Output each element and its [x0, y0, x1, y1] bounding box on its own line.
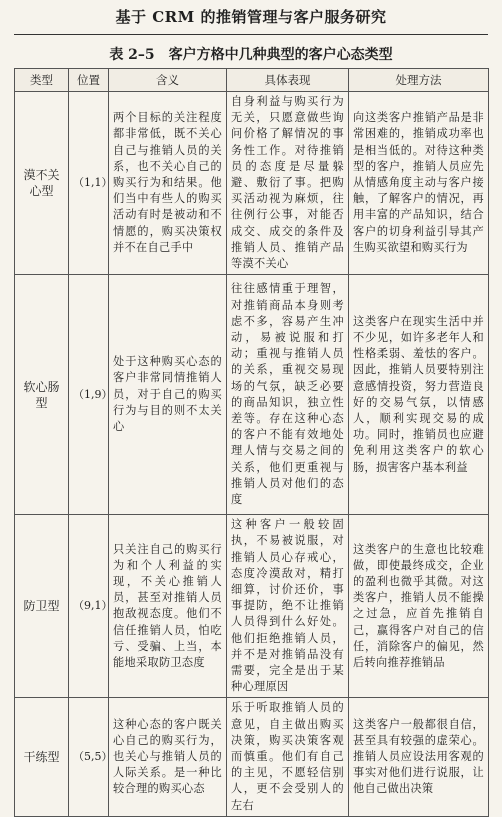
cell-meaning: 只关注自己的购买行为和个人利益的实现，不关心推销人员，甚至对推销人员抱敌视态度。他们不信任推销人员，怕吃亏、受骗、上当，本能地采取防卫态度	[109, 515, 227, 698]
cell-type: 漠不关心型	[15, 92, 69, 275]
table-title: 表 2–5 客户方格中几种典型的客户心态类型	[109, 47, 393, 63]
cell-handling: 向这类客户推销产品是非常困难的，推销成功率也是相当低的。对待这种类型的客户，推销人员应先从情感角度主动与客户接触，了解客户的情况，再用丰富的产品知识，结合客户的切身利益引导其产生购买欲望和购买行为	[349, 92, 489, 275]
header-rule	[14, 34, 488, 35]
cell-meaning: 处于这种购买心态的客户非常同情推销人员，对于自己的购买行为与目的则不太关心	[109, 275, 227, 515]
running-head: 基于 CRM 的推销管理与客户服务研究	[115, 8, 387, 26]
customer-attitude-table	[14, 68, 489, 817]
cell-meaning: 两个目标的关注程度都非常低，既不关心自己与推销人员的关系，也不关心自己的购买行为和结果。他们当中有些人的购买活动有时是被动和不情愿的，购买决策权并不在自己手中	[109, 92, 227, 275]
column-header-behavior: 具体表现	[227, 69, 349, 92]
cell-handling: 这类客户在现实生活中并不少见，如许多老年人和性格柔弱、羞怯的客户。因此，推销人员要特别注意感情投资，努力营造良好的交易气氛，以情感人，顺利实现交易的成功。同时，推销员也应避免利用这类客户的软心肠，损害客户基本利益	[349, 275, 489, 515]
cell-behavior: 乐于听取推销人员的意见，自主做出购买决策，购买决策客观而慎重。他们有自己的主见，不愿轻信别人，更不会受别人的左右	[227, 698, 349, 816]
cell-type: 干练型	[15, 698, 69, 816]
cell-behavior: 自身利益与购买行为无关，只愿意做些询问价格了解情况的事务性工作。对待推销员的态度是尽量躲避、敷衍了事。把购买活动视为麻烦，往往例行公事，对能否成交、成交的条件及推销人员、推销产品等漠不关心	[227, 92, 349, 275]
column-header-position: 位置	[69, 69, 109, 92]
table-row	[15, 698, 489, 816]
table-header-row	[15, 69, 489, 92]
column-header-meaning: 含义	[109, 69, 227, 92]
column-header-type: 类型	[15, 69, 69, 92]
table-row	[15, 92, 489, 275]
cell-position: （1,9）	[69, 275, 109, 515]
cell-position: （5,5）	[69, 698, 109, 816]
cell-type: 防卫型	[15, 515, 69, 698]
table-row	[15, 275, 489, 515]
cell-type: 软心肠型	[15, 275, 69, 515]
cell-handling: 这类客户一般都很自信，甚至具有较强的虚荣心。推销人员应设法用客观的事实对他们进行说服，让他自己做出决策	[349, 698, 489, 816]
cell-position: （1,1）	[69, 92, 109, 275]
cell-meaning: 这种心态的客户既关心自己的购买行为，也关心与推销人员的人际关系。是一种比较合理的购买心态	[109, 698, 227, 816]
cell-handling: 这类客户的生意也比较难做，即使最终成交，企业的盈利也微乎其微。对这类客户，推销人员不能操之过急，应首先推销自己，赢得客户对自己的信任，消除客户的偏见，然后转向推荐推销品	[349, 515, 489, 698]
table-row	[15, 515, 489, 698]
column-header-handling: 处理方法	[349, 69, 489, 92]
cell-behavior: 往往感情重于理智，对推销商品本身则考虑不多，容易产生冲动，易被说服和打动；重视与推销人员的关系，重视交易现场的气氛，缺乏必要的商品知识，独立性差等。存在这种心态的客户不能有效地处理人情与交易之间的关系，他们更重视与推销人员对他们的态度	[227, 275, 349, 515]
cell-behavior: 这种客户一般较固执，不易被说服，对推销人员心存戒心，态度冷漠敌对，精打细算，讨价还价，事事提防，绝不让推销人员得到什么好处。他们拒绝推销人员，并不是对推销品没有需要，完全是出于某种心理原因	[227, 515, 349, 698]
cell-position: （9,1）	[69, 515, 109, 698]
